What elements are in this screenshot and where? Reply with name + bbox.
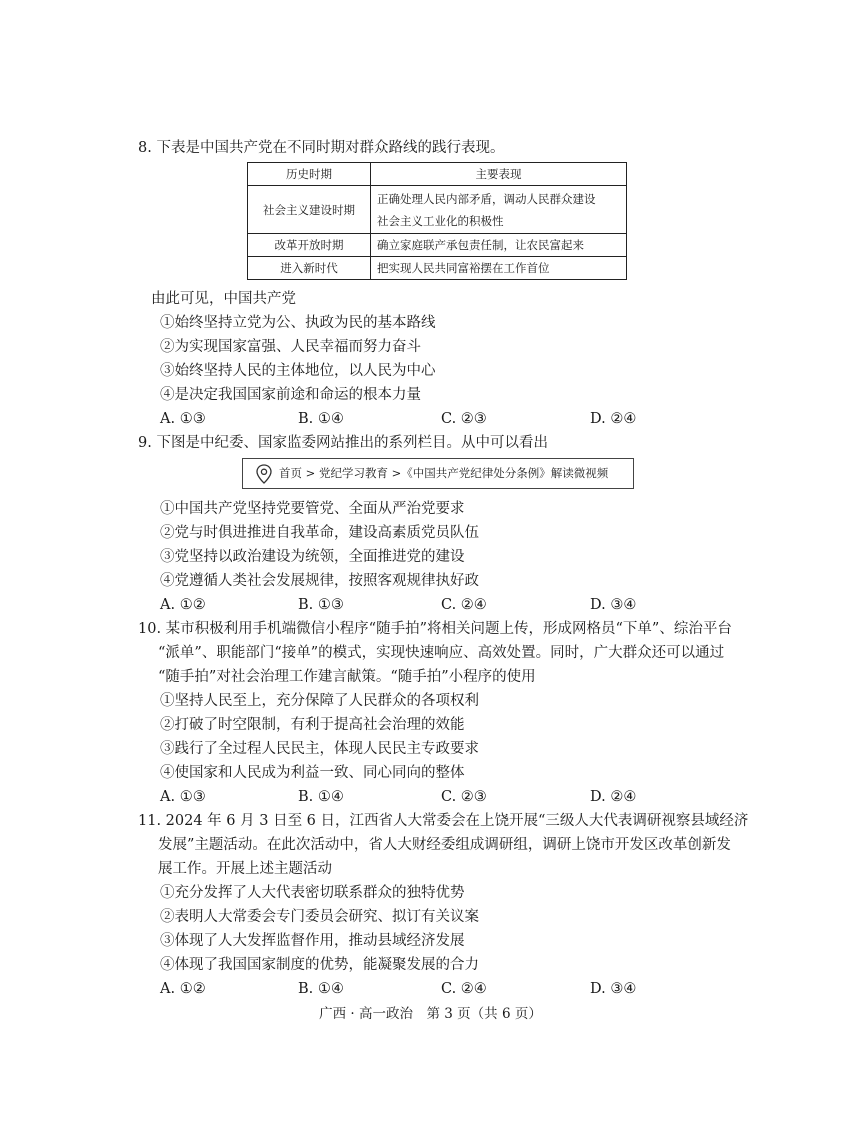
q9-option-a: A. ①② [160, 597, 206, 613]
q8-option-a: A. ①③ [160, 411, 206, 427]
q11-item: ③体现了人大发挥监督作用，推动县域经济发展 [160, 933, 465, 949]
q8-item: ④是决定我国国家前途和命运的根本力量 [160, 387, 421, 403]
q9-option-b: B. ①③ [298, 597, 344, 613]
q10-stem-line: 10. 某市积极利用手机端微信小程序“随手拍”将相关问题上传，形成网格员“下单”、综治平台 [138, 621, 732, 637]
q11-stem-line: 发展”主题活动。在此次活动中，省人大财经委组成调研组，调研上饶市开发区改革创新发 [158, 837, 731, 853]
table-row [248, 234, 627, 257]
q11-stem-line: 展工作。开展上述主题活动 [158, 861, 332, 877]
q8-item: ②为实现国家富强、人民幸福而努力奋斗 [160, 339, 421, 355]
q10-option-a: A. ①③ [160, 789, 206, 805]
q9-item: ④党遵循人类社会发展规律，按照客观规律执好政 [160, 573, 479, 589]
q9-item: ①中国共产党坚持党要管党、全面从严治党要求 [160, 501, 465, 517]
q11-option-c: C. ②④ [441, 981, 487, 997]
table-row [248, 257, 627, 280]
q10-item: ④使国家和人民成为利益一致、同心同向的整体 [160, 765, 465, 781]
q11-item: ②表明人大常委会专门委员会研究、拟订有关议案 [160, 909, 479, 925]
q11-option-a: A. ①② [160, 981, 206, 997]
q8-table [247, 162, 627, 280]
table-cell-desc-line: 社会主义工业化的积极性 [377, 213, 504, 228]
q10-option-d: D. ②④ [590, 789, 637, 805]
page-footer: 广西 · 高一政治 第 3 页（共 6 页） [319, 1006, 542, 1022]
table-header-row [248, 163, 627, 186]
table-cell-period: 社会主义建设时期 [248, 186, 371, 234]
table-cell-desc: 确立家庭联产承包责任制，让农民富起来 [371, 234, 627, 257]
q8-option-d: D. ②④ [590, 411, 637, 427]
table-row [248, 186, 627, 234]
q10-option-c: C. ②③ [441, 789, 487, 805]
q8-option-c: C. ②③ [441, 411, 487, 427]
q8-lead: 由此可见，中国共产党 [151, 291, 296, 307]
q10-item: ②打破了时空限制，有利于提高社会治理的效能 [160, 717, 465, 733]
breadcrumb-text: 首页 > 党纪学习教育 >《中国共产党纪律处分条例》解读微视频 [279, 466, 609, 480]
q8-stem: 8. 下表是中国共产党在不同时期对群众路线的践行表现。 [138, 140, 505, 156]
q10-item: ③践行了全过程人民民主，体现人民民主专政要求 [160, 741, 479, 757]
q11-option-b: B. ①④ [298, 981, 344, 997]
table-cell-desc-line: 正确处理人民内部矛盾，调动人民群众建设 [377, 191, 596, 206]
q10-stem-line: “随手拍”对社会治理工作建言献策。“随手拍”小程序的使用 [158, 669, 536, 685]
q8-item: ③始终坚持人民的主体地位，以人民为中心 [160, 363, 436, 379]
q10-option-b: B. ①④ [298, 789, 344, 805]
location-pin-icon [255, 464, 273, 484]
q11-item: ①充分发挥了人大代表密切联系群众的独特优势 [160, 885, 465, 901]
q10-stem-line: “派单”、职能部门“接单”的模式，实现快速响应、高效处置。同时，广大群众还可以通过 [158, 645, 725, 661]
table-cell-desc: 把实现人民共同富裕摆在工作首位 [371, 257, 627, 280]
q11-option-d: D. ③④ [590, 981, 637, 997]
q8-item: ①始终坚持立党为公、执政为民的基本路线 [160, 315, 436, 331]
q8-option-b: B. ①④ [298, 411, 344, 427]
q11-item: ④体现了我国国家制度的优势，能凝聚发展的合力 [160, 957, 479, 973]
table-header-period: 历史时期 [248, 163, 371, 186]
q9-option-c: C. ②④ [441, 597, 487, 613]
q9-option-d: D. ③④ [590, 597, 637, 613]
table-cell-period: 改革开放时期 [248, 234, 371, 257]
q9-item: ②党与时俱进推进自我革命，建设高素质党员队伍 [160, 525, 479, 541]
q11-stem-line: 11. 2024 年 6 月 3 日至 6 日，江西省人大常委会在上饶开展“三级人大代表调研视察县域经济 [138, 813, 749, 829]
q9-stem: 9. 下图是中纪委、国家监委网站推出的系列栏目。从中可以看出 [138, 435, 548, 451]
q9-item: ③党坚持以政治建设为统领，全面推进党的建设 [160, 549, 465, 565]
table-header-desc: 主要表现 [371, 163, 627, 186]
table-cell-period: 进入新时代 [248, 257, 371, 280]
table-cell-desc [371, 186, 627, 234]
q10-item: ①坚持人民至上，充分保障了人民群众的各项权利 [160, 693, 479, 709]
breadcrumb [242, 458, 634, 489]
